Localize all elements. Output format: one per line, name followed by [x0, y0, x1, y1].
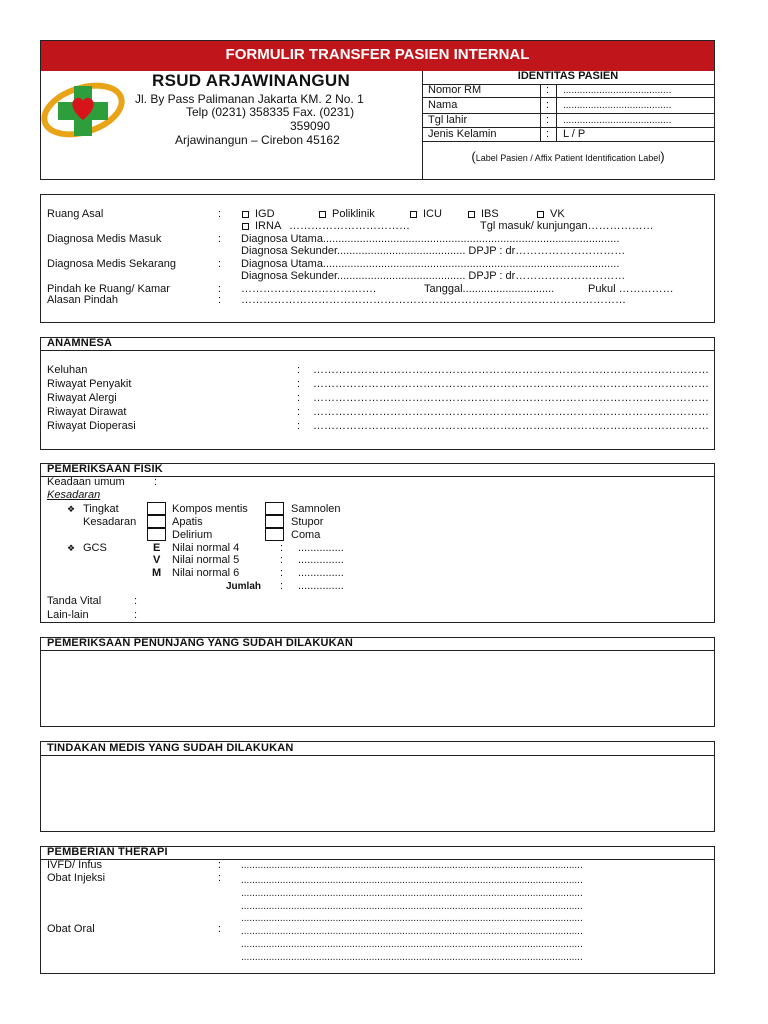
fisik-title: PEMERIKSAAN FISIK	[47, 463, 163, 475]
hospital-logo	[40, 76, 126, 140]
alasan-field[interactable]: ……………………………………………………………………………………………	[241, 294, 626, 306]
tindakan-input-area[interactable]	[41, 756, 714, 831]
identitas-label-tgl-lahir: Tgl lahir	[428, 114, 468, 126]
address-line-3: 359090	[290, 119, 331, 133]
diag-sekarang-label: Diagnosa Medis Sekarang	[47, 258, 177, 270]
therapi-title: PEMBERIAN THERAPI	[47, 846, 168, 858]
gcs-v-field[interactable]: ...............	[298, 554, 344, 566]
obat-oral-field-1[interactable]: ...........................................................................................................................	[241, 926, 583, 937]
anamnesa-field-keluhan[interactable]: ………………………………………………………………………………………………	[313, 364, 709, 376]
identitas-label-nama: Nama	[428, 99, 458, 111]
hospital-name: RSUD ARJAWINANGUN	[152, 71, 351, 90]
lain-lain-label: Lain-lain	[47, 609, 89, 621]
pindah-label: Pindah ke Ruang/ Kamar	[47, 283, 170, 295]
checkbox-samnolen[interactable]	[265, 502, 284, 515]
pukul-field[interactable]: Pukul ……………	[588, 283, 674, 295]
address-line-2: Telp (0231) 358335 Fax. (0231)	[186, 105, 355, 119]
checkbox-icu[interactable]	[410, 211, 417, 218]
ruang-asal-label: Ruang Asal	[47, 208, 104, 220]
form-title: FORMULIR TRANSFER PASIEN INTERNAL	[225, 46, 530, 63]
obat-injeksi-label: Obat Injeksi	[47, 872, 106, 884]
identitas-value-nama[interactable]: .......................................	[563, 100, 672, 111]
obat-injeksi-field-1[interactable]: ...........................................................................................................................	[241, 875, 583, 886]
checkbox-coma[interactable]	[265, 528, 284, 541]
diag-sekarang-sekunder[interactable]: Diagnosa Sekunder.......................................... DPJP : dr…………………………	[241, 270, 626, 282]
tindakan-title: TINDAKAN MEDIS YANG SUDAH DILAKUKAN	[47, 742, 294, 754]
diag-masuk-label: Diagnosa Medis Masuk	[47, 233, 162, 245]
irna-field[interactable]: ……………………………	[289, 220, 410, 232]
gcs-jumlah-field[interactable]: ...............	[298, 580, 344, 592]
tgl-masuk-field[interactable]: Tgl masuk/ kunjungan………………	[480, 220, 654, 232]
identitas-value-rm[interactable]: .......................................	[563, 85, 672, 96]
tanggal-field[interactable]: Tanggal..............................	[424, 283, 555, 295]
checkbox-kompos-mentis[interactable]	[147, 502, 166, 515]
identitas-label-rm: Nomor RM	[428, 84, 482, 96]
gcs-m-field[interactable]: ...............	[298, 567, 344, 579]
anamnesa-field-dioperasi[interactable]: ………………………………………………………………………………………………	[313, 420, 709, 432]
checkbox-stupor[interactable]	[265, 515, 284, 528]
penunjang-input-area[interactable]	[41, 651, 714, 726]
anamnesa-title: ANAMNESA	[47, 337, 113, 349]
anamnesa-label-penyakit: Riwayat Penyakit	[47, 378, 132, 390]
kesadaran-label: Kesadaran	[83, 516, 137, 528]
identitas-label-jk: Jenis Kelamin	[428, 128, 497, 140]
jumlah-label: Jumlah	[226, 581, 262, 592]
anamnesa-label-keluhan: Keluhan	[47, 364, 88, 376]
obat-injeksi-field-2[interactable]: ...........................................................................................................................	[241, 888, 583, 899]
tingkat-label: Tingkat	[83, 503, 119, 515]
penunjang-title: PEMERIKSAAN PENUNJANG YANG SUDAH DILAKUKAN	[47, 637, 354, 649]
checkbox-vk[interactable]	[537, 211, 544, 218]
obat-oral-field-2[interactable]: ...........................................................................................................................	[241, 939, 583, 950]
obat-injeksi-field-4[interactable]: ...........................................................................................................................	[241, 913, 583, 924]
identitas-value-tgl-lahir[interactable]: .......................................	[563, 115, 672, 126]
identitas-value-jk[interactable]: L / P	[563, 128, 586, 140]
fisik-section	[40, 463, 715, 623]
anamnesa-field-dirawat[interactable]: ………………………………………………………………………………………………	[313, 406, 709, 418]
anamnesa-field-alergi[interactable]: ………………………………………………………………………………………………	[313, 392, 709, 404]
identitas-title: IDENTITAS PASIEN	[517, 70, 619, 82]
keadaan-umum-label: Keadaan umum	[47, 476, 125, 488]
address-line-4: Arjawinangun – Cirebon 45162	[175, 133, 340, 147]
obat-injeksi-field-3[interactable]: ...........................................................................................................................	[241, 901, 583, 912]
gcs-label: GCS	[83, 542, 107, 554]
checkbox-delirium[interactable]	[147, 528, 166, 541]
checkbox-poliklinik[interactable]	[319, 211, 326, 218]
kesadaran-heading: Kesadaran	[47, 489, 101, 501]
checkbox-irna[interactable]	[242, 223, 249, 230]
anamnesa-label-dirawat: Riwayat Dirawat	[47, 406, 127, 418]
checkbox-ibs[interactable]	[468, 211, 475, 218]
obat-oral-label: Obat Oral	[47, 923, 95, 935]
diag-masuk-utama[interactable]: Diagnosa Utama.................................................................................................	[241, 233, 620, 245]
tanda-vital-label: Tanda Vital	[47, 595, 102, 607]
gcs-e-field[interactable]: ...............	[298, 542, 344, 554]
ivfd-field[interactable]: ...........................................................................................................................	[241, 860, 583, 871]
alasan-label: Alasan Pindah	[47, 294, 118, 306]
diag-sekarang-utama[interactable]: Diagnosa Utama.................................................................................................	[241, 258, 620, 270]
label-note: (Label Pasien / Affix Patient Identification Label)	[471, 149, 665, 164]
ivfd-label: IVFD/ Infus	[47, 859, 103, 871]
anamnesa-label-dioperasi: Riwayat Dioperasi	[47, 420, 136, 432]
anamnesa-label-alergi: Riwayat Alergi	[47, 392, 117, 404]
anamnesa-field-penyakit[interactable]: ………………………………………………………………………………………………	[313, 378, 709, 390]
bullet-icon: ❖	[67, 504, 76, 514]
obat-oral-field-3[interactable]: ...........................................................................................................................	[241, 952, 583, 963]
pindah-field[interactable]: ……………………………….	[241, 283, 377, 295]
checkbox-apatis[interactable]	[147, 515, 166, 528]
bullet-icon: ❖	[67, 543, 76, 553]
address-line-1: Jl. By Pass Palimanan Jakarta KM. 2 No. 1	[135, 92, 364, 106]
diag-masuk-sekunder[interactable]: Diagnosa Sekunder.......................................... DPJP : dr…………………………	[241, 245, 626, 257]
checkbox-igd[interactable]	[242, 211, 249, 218]
